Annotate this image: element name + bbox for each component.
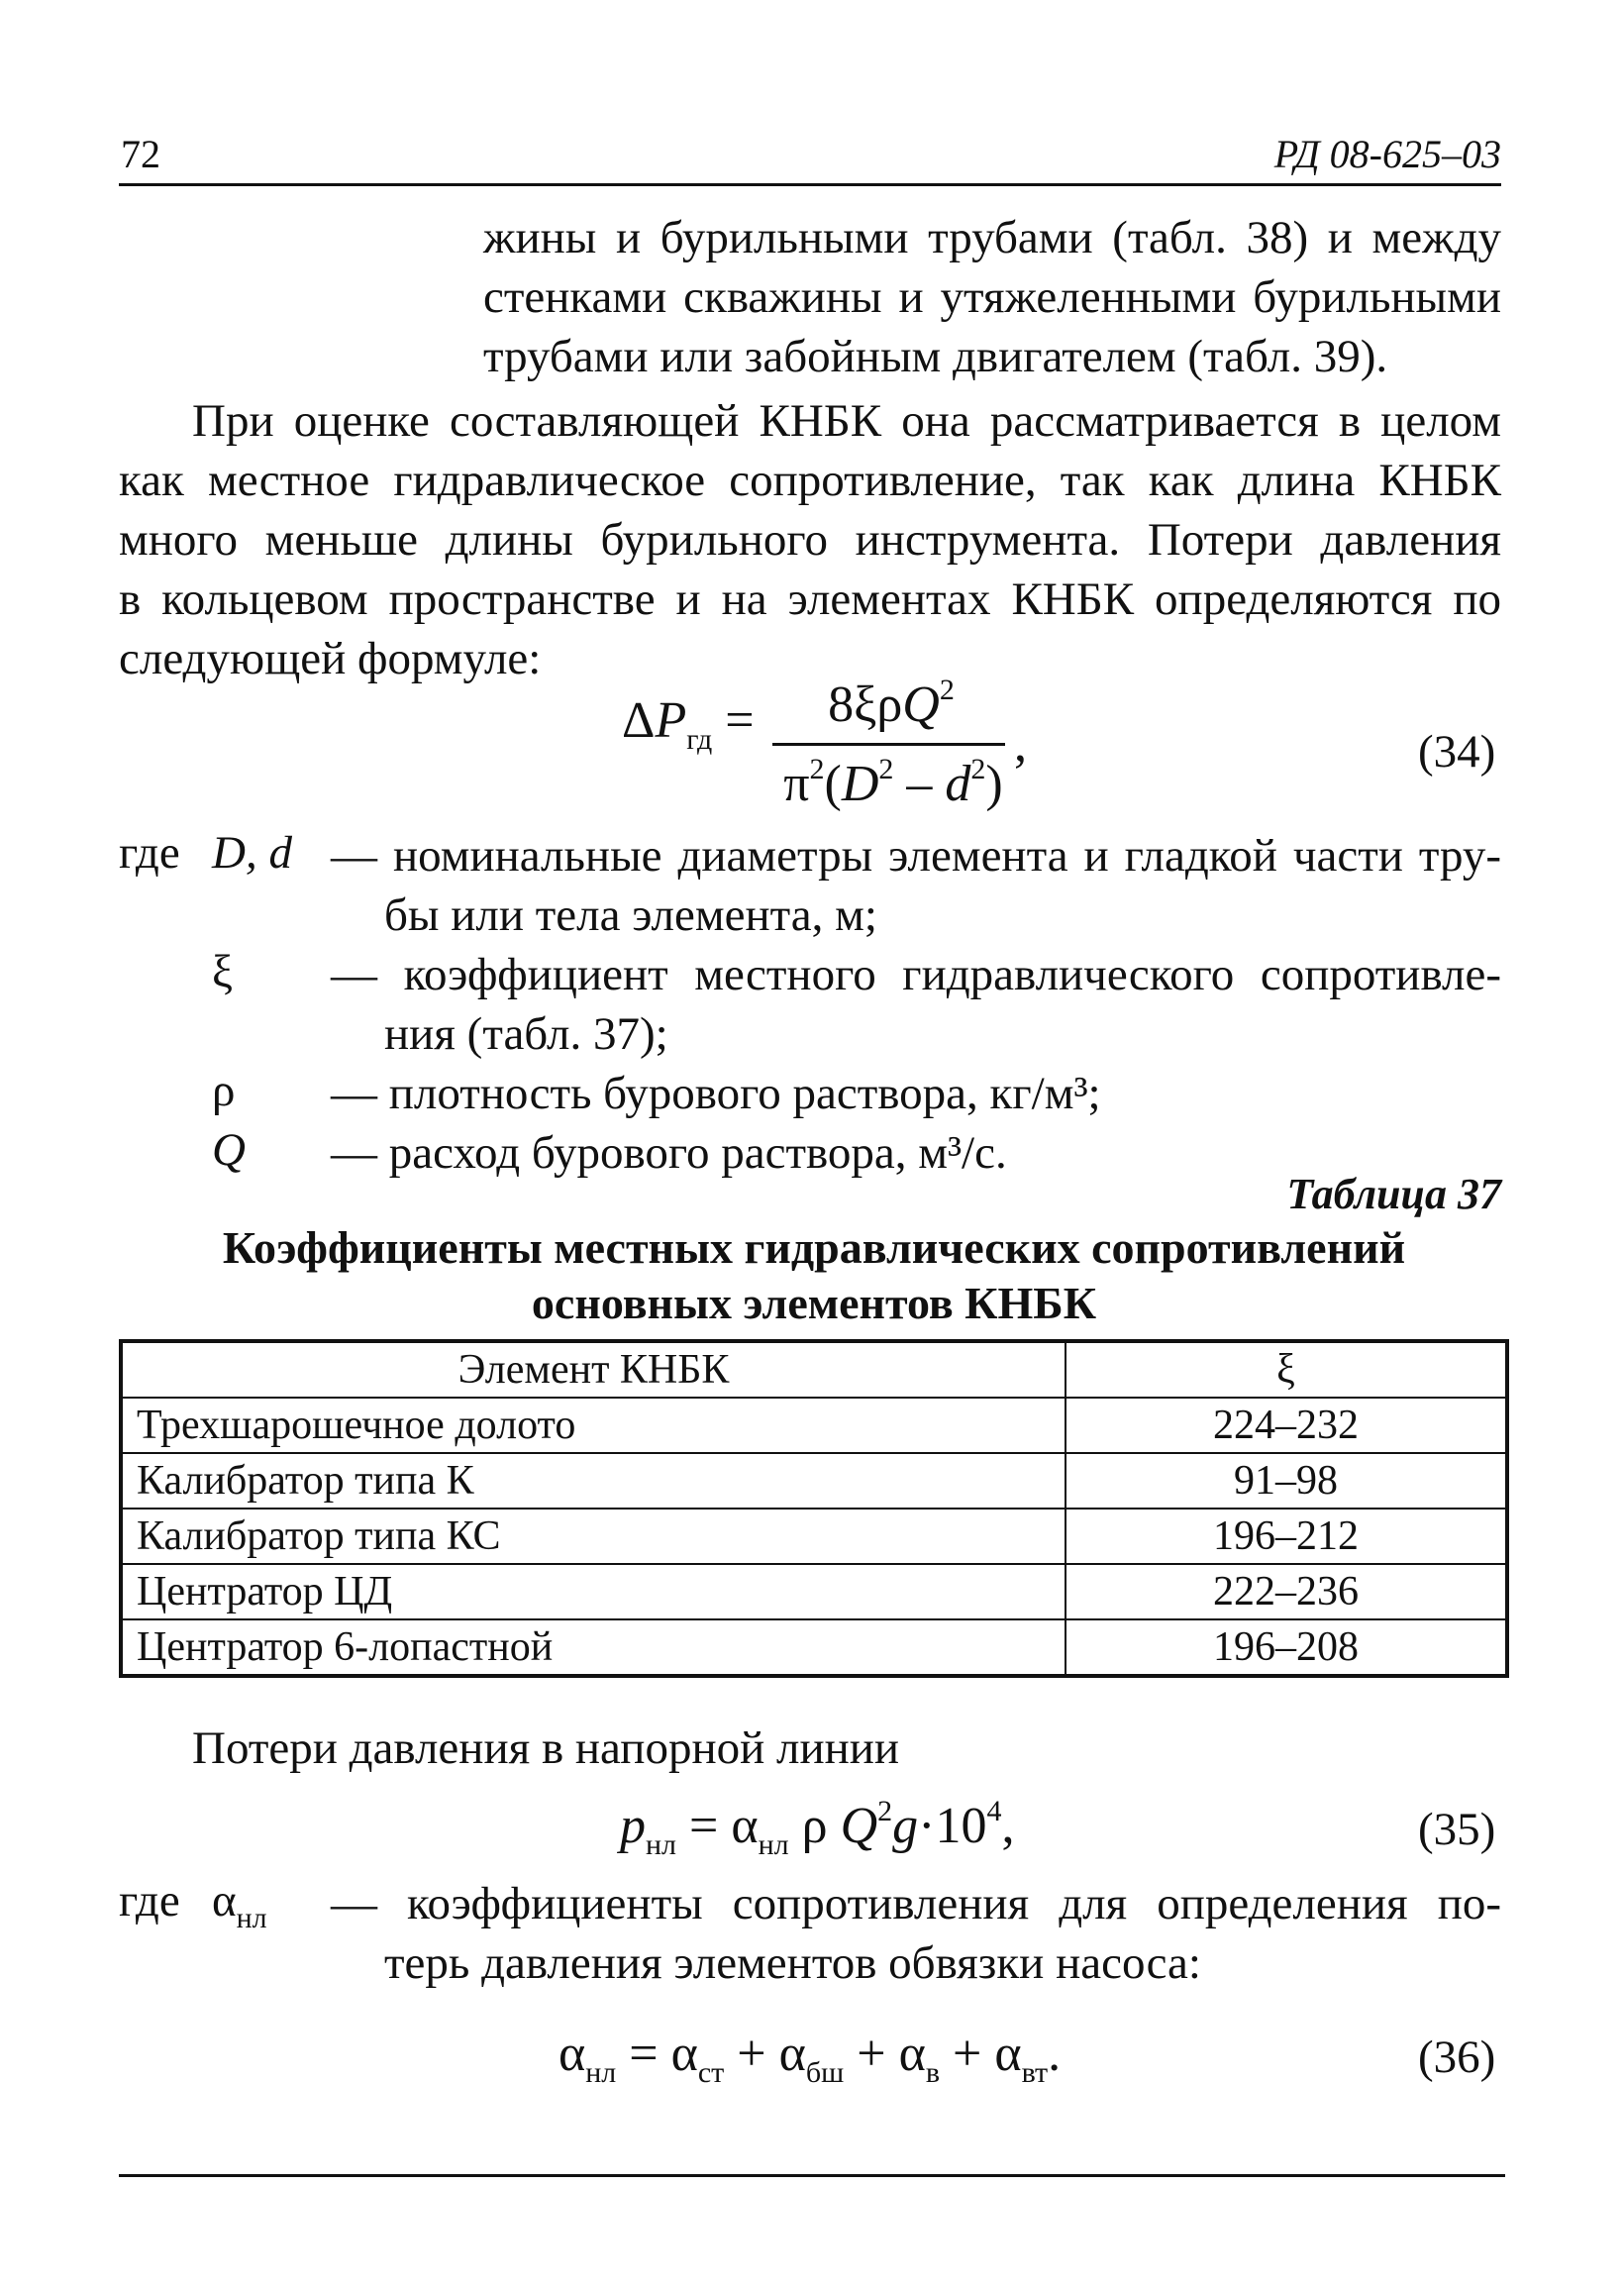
fraction-bar bbox=[772, 743, 1005, 746]
cell-value: 91–98 bbox=[1066, 1453, 1507, 1509]
symbol-alpha-nl bbox=[212, 1874, 267, 1935]
table-label: Таблица 37 bbox=[1286, 1170, 1501, 1218]
paragraph-pressure-line: Потери давления в напорной линии bbox=[192, 1722, 900, 1774]
text-line: — плотность бурового раствора, кг/м³; bbox=[331, 1068, 1101, 1119]
equation-number-35: (35) bbox=[1418, 1804, 1496, 1855]
equation-number-36: (36) bbox=[1418, 2031, 1496, 2083]
table-row bbox=[121, 1453, 1507, 1509]
table-row bbox=[121, 1398, 1507, 1453]
footer-rule bbox=[119, 2174, 1505, 2177]
document-code: РД 08-625–03 bbox=[1273, 132, 1501, 176]
cell-value: 224–232 bbox=[1066, 1398, 1507, 1453]
equation-34 bbox=[622, 691, 755, 757]
denominator: $\pi^2(D^2 - d^2)$ bbox=[783, 753, 1003, 812]
text-line: — номинальные диаметры элемента и гладкой части тру- bbox=[331, 830, 1501, 882]
equation-35: $p_{нл} = \alpha_{нл}$ ρ $Q^2g\cdot 10^4$, bbox=[620, 1795, 1015, 1861]
definition-xi bbox=[331, 945, 1501, 1064]
cell-element: Калибратор типа К bbox=[121, 1453, 1066, 1509]
knbk-table bbox=[119, 1339, 1509, 1678]
text-line: трубами или забойным двигателем (табл. 39). bbox=[483, 331, 1388, 382]
text-line: много меньше длины бурильного инструмента. Потери давления bbox=[119, 514, 1501, 566]
numerator: 8ξρQ$^2$ bbox=[828, 674, 955, 733]
definition-D-d bbox=[331, 826, 1501, 945]
cell-element: Трехшарошечное долото bbox=[121, 1398, 1066, 1453]
text-line: бы или тела элемента, м; bbox=[384, 889, 877, 941]
where-label: где bbox=[119, 827, 180, 879]
table-title bbox=[119, 1220, 1509, 1331]
cell-value: 222–236 bbox=[1066, 1564, 1507, 1619]
table-title-line: основных элементов КНБК bbox=[531, 1278, 1097, 1328]
symbol-alpha: α bbox=[212, 1875, 237, 1927]
symbol-D-d: D, d bbox=[212, 827, 292, 879]
table-row bbox=[121, 1509, 1507, 1564]
cell-value: 196–212 bbox=[1066, 1509, 1507, 1564]
equation-number-34: (34) bbox=[1418, 726, 1496, 778]
equation-36: $\alpha_{нл} = \alpha_{ст} + \alpha_{бш} + \alpha_в + \alpha_{вт}$. bbox=[558, 2026, 1062, 2089]
comma: , bbox=[1014, 716, 1027, 773]
symbol-subscript: нл bbox=[236, 1902, 267, 1934]
symbol-Q: Q bbox=[212, 1124, 246, 1176]
header-rule bbox=[119, 183, 1501, 186]
cell-value: 196–208 bbox=[1066, 1619, 1507, 1676]
text-line: При оценке составляющей КНБК она рассматривается в целом bbox=[192, 395, 1501, 447]
text-line: — коэффициент местного гидравлического сопротивле- bbox=[331, 949, 1501, 1000]
text-line: следующей формуле: bbox=[119, 633, 542, 684]
table-row bbox=[121, 1619, 1507, 1676]
table-title-line: Коэффициенты местных гидравлических сопротивлений bbox=[222, 1222, 1406, 1273]
lhs: $\Delta P_{гд}$ = bbox=[622, 692, 755, 756]
text-line: жины и бурильными трубами (табл. 38) и между bbox=[483, 212, 1501, 263]
text-line: ния (табл. 37); bbox=[384, 1008, 668, 1060]
text-line: терь давления элементов обвязки насоса: bbox=[384, 1937, 1201, 1989]
text-line: — расход бурового раствора, м³/с. bbox=[331, 1127, 1007, 1179]
cell-element: Центратор 6-лопастной bbox=[121, 1619, 1066, 1676]
text-line: как местное гидравлическое сопротивление, так как длина КНБК bbox=[119, 455, 1501, 506]
definition-alpha-nl bbox=[331, 1874, 1501, 1993]
table-row bbox=[121, 1564, 1507, 1619]
where-label: где bbox=[119, 1875, 180, 1927]
cell-element: Калибратор типа КС bbox=[121, 1509, 1066, 1564]
definition-rho bbox=[331, 1064, 1501, 1123]
column-header-element: Элемент КНБК bbox=[121, 1341, 1066, 1398]
column-header-xi: ξ bbox=[1066, 1341, 1507, 1398]
intro-paragraph bbox=[483, 208, 1501, 386]
text-line: — коэффициенты сопротивления для определения по- bbox=[331, 1878, 1501, 1929]
symbol-xi: ξ bbox=[212, 946, 233, 997]
text-line: в кольцевом пространстве и на элементах КНБК определяются по bbox=[119, 573, 1501, 625]
text-line: стенками скважины и утяжеленными бурильными bbox=[483, 271, 1501, 323]
page-number: 72 bbox=[121, 132, 160, 176]
symbol-rho: ρ bbox=[212, 1065, 236, 1116]
paragraph-knbk bbox=[119, 391, 1501, 688]
table-header-row bbox=[121, 1341, 1507, 1398]
cell-element: Центратор ЦД bbox=[121, 1564, 1066, 1619]
